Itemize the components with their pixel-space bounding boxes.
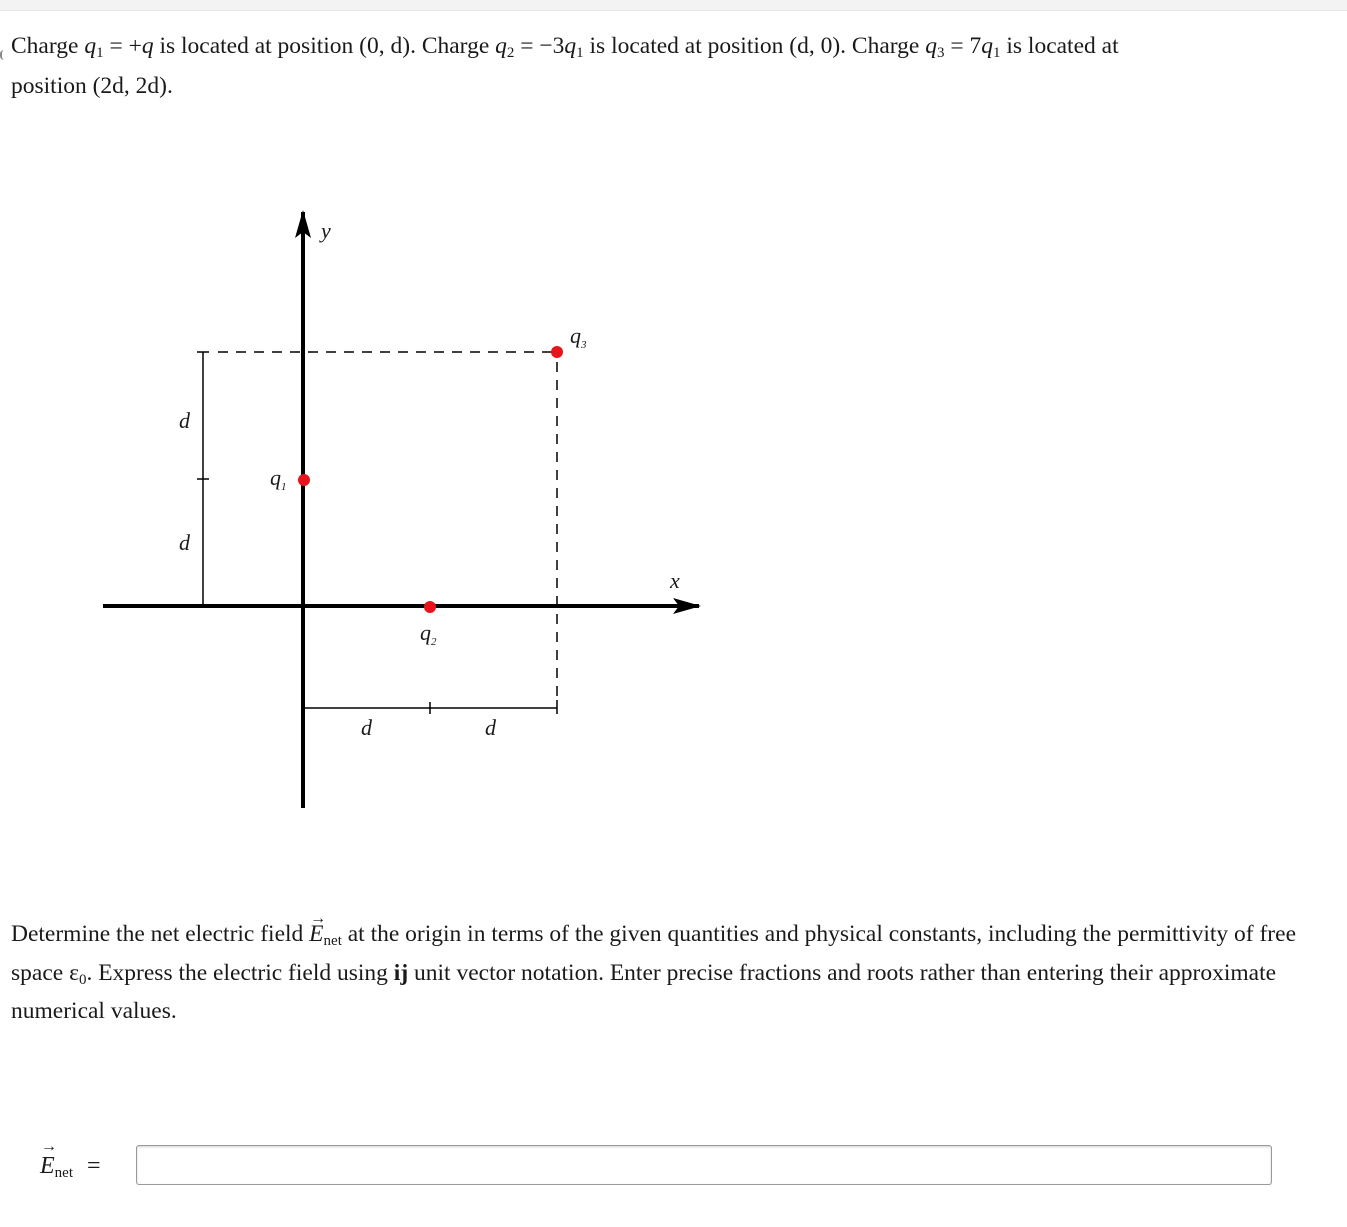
charge-q2-dot <box>424 601 436 613</box>
x-axis-label: x <box>670 568 680 593</box>
answer-row <box>40 1145 136 1187</box>
vector-e-net: → E <box>309 915 323 954</box>
epsilon-symbol: ε <box>69 959 79 986</box>
q2-position: (d, 0). <box>789 33 847 59</box>
q3-position: (2d, 2d). <box>92 73 173 99</box>
dimension-label-bottom-right: d <box>485 715 496 740</box>
q1-position: (0, d). <box>359 33 416 59</box>
charge-q1-dot <box>298 474 310 486</box>
charge-q1-label: $q_1$ <box>270 465 287 493</box>
charge-q3-label: $q_3$ <box>570 323 587 351</box>
q1-symbol: q <box>84 33 97 59</box>
dimension-label-left-upper: d <box>179 408 190 433</box>
charge-q2-label: $q_2$ <box>420 620 437 648</box>
answer-label: → $E_{net}$ = <box>40 1153 136 1180</box>
ij-notation: ij <box>393 959 409 986</box>
dimension-label-left-lower: d <box>179 530 190 555</box>
q3-symbol: q <box>925 33 937 59</box>
e-net-answer-input[interactable] <box>136 1145 1272 1185</box>
question-text: Determine the net electric field → $E_{net}$ at the origin in terms of the given quantities and physical constants, including the permittivity of free space $\varepsilon_0$. Express the electric field using ij unit vector notation. Enter precise fractions and roots rather than entering their approximate numerical values. <box>11 915 1341 1031</box>
problem-statement: Charge $q_1 = +q$ is located at position (0, d). Charge $q_2 = -3q_1$ is located at position (d, 0). Charge $q_3 = 7q_1$ is located at position (2d, 2d). <box>11 33 1119 99</box>
dimension-label-bottom-left: d <box>361 715 372 740</box>
q2-symbol: q <box>495 33 507 59</box>
y-axis-label: y <box>321 218 331 243</box>
charge-q3-dot <box>551 346 563 358</box>
answer-vector-e: → E <box>40 1153 55 1180</box>
